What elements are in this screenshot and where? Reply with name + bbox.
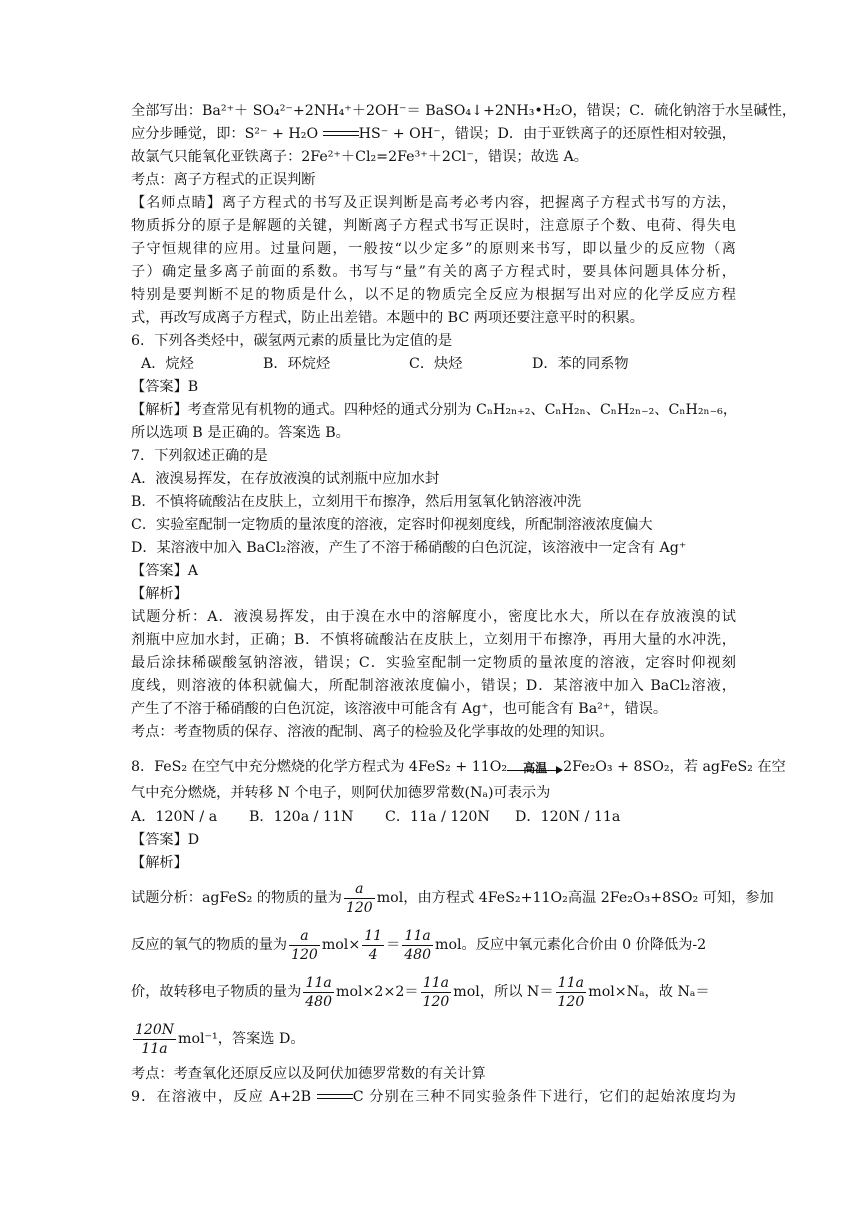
text-line: 考点：考查物质的保存、溶液的配制、离子的检验及化学事故的处理的知识。 [131, 724, 614, 740]
option-c: C．11a / 120N [385, 809, 490, 825]
fraction [421, 974, 452, 1011]
numerator: 11a [556, 974, 587, 993]
denominator: 11a [141, 1040, 168, 1057]
text-line [131, 922, 736, 969]
text-line [131, 123, 736, 146]
question-8 [131, 750, 786, 780]
text-line: 所以选项 B 是正确的。答案选 B。 [131, 425, 350, 441]
option-a: A．120N / a [131, 809, 218, 825]
text-line: 最后涂抹稀碳酸氢钠溶液，错误；C．实验室配制一定物质的量浓度的溶液，定容时仰视刻 [131, 655, 736, 671]
text-line: 考点：离子方程式的正误判断 [131, 172, 316, 188]
option-b: B．120a / 11N [249, 809, 354, 825]
question-6: 6．下列各类烃中，碳氢两元素的质量比为定值的是 [131, 333, 453, 349]
document-page [131, 100, 797, 1109]
reaction-arrow-icon [507, 757, 563, 777]
text-line: 特别是要判断不足的物质是什么，以不足的物质完全反应为根据写出对应的化学反应方程 [131, 287, 736, 303]
answer-6: 【答案】B [131, 379, 199, 395]
numerator: a [289, 927, 320, 946]
text-span: mol，所以 N＝ [453, 984, 554, 1000]
text-line: 全部写出：Ba²⁺＋ SO₄²⁻+2NH₄⁺＋2OH⁻＝ BaSO₄↓+2NH₃•H₂O，错误；C．硫化钠溶于水呈碱性， [131, 103, 797, 119]
text-line: 故氯气只能氧化亚铁离子：2Fe²⁺＋Cl₂=2Fe³⁺＋2Cl⁻，错误；故选 A。 [131, 149, 588, 165]
text-line: 物质拆分的原子是解题的关键，判断离子方程式书写正误时，注意原子个数、电荷、得失电 [131, 218, 736, 234]
denominator: 480 [305, 993, 332, 1010]
text-span: mol× [321, 937, 361, 953]
text-line: 产生了不溶于稀硝酸的白色沉淀，该溶液中可能含有 Ag⁺，也可能含有 Ba²⁺，错误。 [131, 701, 668, 717]
text-span: 8．FeS₂ 在空气中充分燃烧的化学方程式为 4FeS₂ + 11O₂ [131, 759, 508, 775]
equilibrium-arrow-icon [323, 128, 359, 140]
text-span: 2Fe₂O₃ + 8SO₂，若 agFeS₂ 在空 [563, 759, 786, 775]
denominator: 480 [404, 946, 431, 963]
option-d: D．某溶液中加入 BaCl₂溶液，产生了不溶于稀硝酸的白色沉淀，该溶液中一定含有 Ag⁺ [131, 540, 687, 556]
text-span: mol×2×2＝ [336, 984, 419, 1000]
text-span: mol×Nₐ，故 Nₐ＝ [588, 984, 710, 1000]
analysis-heading: 【解析】 [131, 855, 188, 871]
answer-8: 【答案】D [131, 832, 200, 848]
fraction [556, 974, 587, 1011]
fraction [303, 974, 334, 1011]
numerator: 11a [402, 927, 433, 946]
option-a: A．烷烃 [141, 356, 194, 372]
text-span: mol，由方程式 4FeS₂+11O₂高温 2Fe₂O₃+8SO₂ 可知，参加 [376, 890, 774, 906]
text-line [131, 875, 774, 922]
option-a: A．液溴易挥发，在存放液溴的试剂瓶中应加水封 [131, 471, 440, 487]
fraction [362, 927, 384, 964]
text-span: 应分步睡觉，即：S²⁻ + H₂O [131, 126, 323, 142]
text-line: 试题分析：A．液溴易挥发，由于溴在水中的溶解度小，密度比水大，所以在存放液溴的试 [131, 609, 736, 625]
fraction [289, 927, 320, 964]
numerator: 11a [303, 974, 334, 993]
text-span: HS⁻ + OH⁻，错误；D．由于亚铁离子的还原性相对较强， [358, 126, 736, 142]
text-line [131, 969, 736, 1016]
text-span: 价，故转移电子物质的量为 [131, 984, 302, 1000]
text-line: 子守恒规律的应用。过量问题，一般按“以少定多”的原则来书写，即以量少的反应物（离 [131, 241, 736, 257]
denominator: 120 [291, 946, 318, 963]
denominator: 120 [422, 993, 450, 1010]
option-b: B．不慎将硫酸沾在皮肤上，立刻用干布擦净，然后用氢氧化钠溶液冲洗 [131, 494, 582, 510]
question-7: 7．下列叙述正确的是 [131, 448, 268, 464]
text-line: 度线，则溶液的体积就偏大，所配制溶液浓度偏小，错误；D．某溶液中加入 BaCl₂溶液， [131, 678, 736, 694]
text-line: 子）确定量多离子前面的系数。书写与“量”有关的离子方程式时，要具体问题具体分析， [131, 264, 736, 280]
condition-label: 高温 [523, 761, 548, 775]
text-line: 剂瓶中应加水封，正确；B．不慎将硫酸沾在皮肤上，立刻用干布擦净，再用大量的水冲洗， [131, 632, 736, 648]
numerator: 11 [364, 927, 383, 944]
text-span: mol。反应中氧元素化合价由 0 价降低为-2 [435, 937, 707, 953]
q6-options [131, 353, 736, 376]
denominator: 120 [345, 899, 373, 916]
text-line: 式，再改写成离子方程式，防止出差错。本题中的 BC 两项还要注意平时的积累。 [131, 310, 644, 326]
equilibrium-arrow-icon [317, 1091, 353, 1103]
text-span: C 分别在三种不同实验条件下进行，它们的起始浓度均为 [352, 1089, 736, 1105]
text-span: mol⁻¹，答案选 D。 [177, 1031, 305, 1047]
analysis-heading: 【解析】 [131, 586, 188, 602]
text-line: 考点：考查氧化还原反应以及阿伏加德罗常数的有关计算 [131, 1066, 486, 1082]
option-c: C．实验室配制一定物质的量浓度的溶液，定容时仰视刻度线，所配制溶液浓度偏大 [131, 517, 653, 533]
denominator: 120 [557, 993, 585, 1010]
question-9 [131, 1086, 736, 1109]
answer-7: 【答案】A [131, 563, 198, 579]
text-span: 反应的氧气的物质的量为 [131, 937, 288, 953]
numerator: 11a [421, 974, 452, 993]
text-line: 【解析】考查常见有机物的通式。四种烃的通式分别为 CₙH₂ₙ₊₂、CₙH₂ₙ、CₙH₂ₙ₋₂、CₙH₂ₙ₋₆， [131, 402, 738, 418]
option-b: B．环烷烃 [263, 356, 331, 372]
numerator: a [344, 880, 375, 899]
q8-options [131, 806, 736, 829]
text-span: 试题分析：agFeS₂ 的物质的量为 [131, 890, 342, 906]
fraction [133, 1021, 176, 1058]
option-d: D．120N / 11a [515, 809, 621, 825]
text-line [131, 1016, 736, 1063]
numerator: 120N [135, 1021, 174, 1038]
option-c: C．炔烃 [409, 356, 463, 372]
text-span: 9．在溶液中，反应 A+2B [131, 1089, 317, 1105]
text-line: 气中充分燃烧，并转移 N 个电子，则阿伏加德罗常数(Nₐ)可表示为 [131, 785, 551, 801]
option-d: D．苯的同系物 [532, 356, 629, 372]
text-span: ＝ [386, 937, 401, 953]
fraction [402, 927, 433, 964]
fraction [344, 880, 375, 917]
denominator: 4 [368, 946, 378, 963]
text-line: 【名师点睛】离子方程式的书写及正误判断是高考必考内容，把握离子方程式书写的方法， [131, 195, 736, 211]
